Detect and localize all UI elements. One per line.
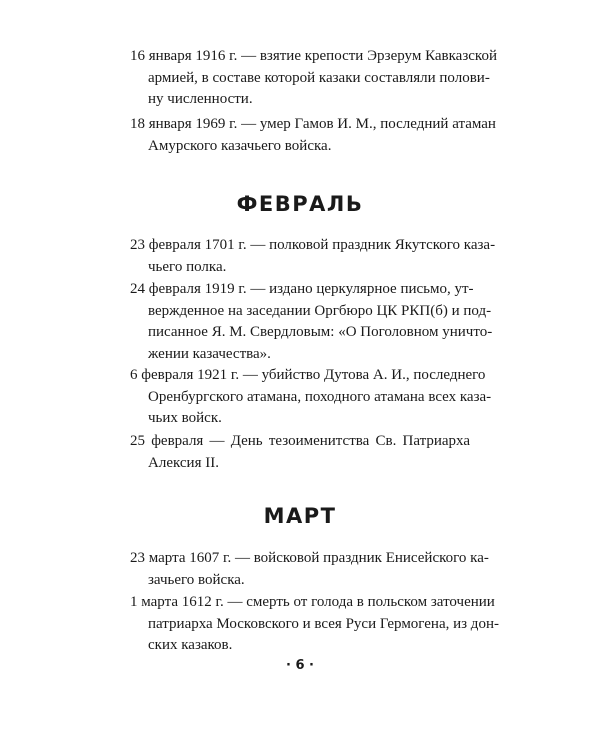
entry-feb-6: [130, 365, 492, 430]
entry-line: Алексия II.: [148, 454, 219, 471]
entry-line: ских казаков.: [148, 637, 233, 653]
entry-feb-23: [130, 235, 496, 278]
entry-line: вержденное на заседании Оргбюро ЦК РКП(б) и под-: [148, 302, 492, 319]
entry-line: армией, в составе которой казаки составляли полови-: [148, 69, 490, 86]
entry-line: писанное Я. М. Свердловым: «О Поголовном уничто-: [148, 324, 493, 340]
entry-line: патриарха Московского и всея Руси Гермогена, из дон-: [148, 615, 499, 632]
entry-line: чьих войск.: [148, 410, 222, 426]
entry-line: зачьего войска.: [148, 571, 245, 588]
entry-line: 25 февраля — День тезоименитства Св. Патриарха: [130, 433, 470, 449]
section-heading-march: МАРТ: [263, 504, 337, 528]
entry-feb-24: [130, 279, 493, 365]
page-number: · 6 ·: [286, 658, 314, 673]
entry-line: чьего полка.: [148, 258, 227, 275]
section-heading-february: ФЕВРАЛЬ: [236, 192, 364, 216]
entry-mar-23: [130, 548, 489, 591]
entry-line: Амурского казачьего войска.: [148, 137, 332, 154]
entry-line: 1 марта 1612 г. — смерть от голода в польском заточении: [130, 594, 495, 610]
entry-jan-18: [130, 114, 496, 157]
entry-line: жении казачества».: [148, 345, 271, 362]
entry-line: 23 февраля 1701 г. — полковой праздник Якутского каза-: [130, 237, 496, 253]
entry-line: 6 февраля 1921 г. — убийство Дутова А. И., последнего: [130, 367, 486, 383]
entry-line: 23 марта 1607 г. — войсковой праздник Енисейского ка-: [130, 550, 489, 566]
entry-feb-25: [130, 431, 470, 474]
entry-line: 24 февраля 1919 г. — издано церкулярное письмо, ут-: [130, 281, 474, 297]
entry-line: 18 января 1969 г. — умер Гамов И. М., последний атаман: [130, 116, 496, 132]
entry-mar-1: [130, 592, 499, 657]
entry-line: Оренбургского атамана, походного атамана всех каза-: [148, 388, 492, 405]
entry-line: ну численности.: [148, 91, 253, 107]
entry-jan-16: [130, 46, 497, 111]
entry-line: 16 января 1916 г. — взятие крепости Эрзерум Кавказской: [130, 48, 497, 64]
